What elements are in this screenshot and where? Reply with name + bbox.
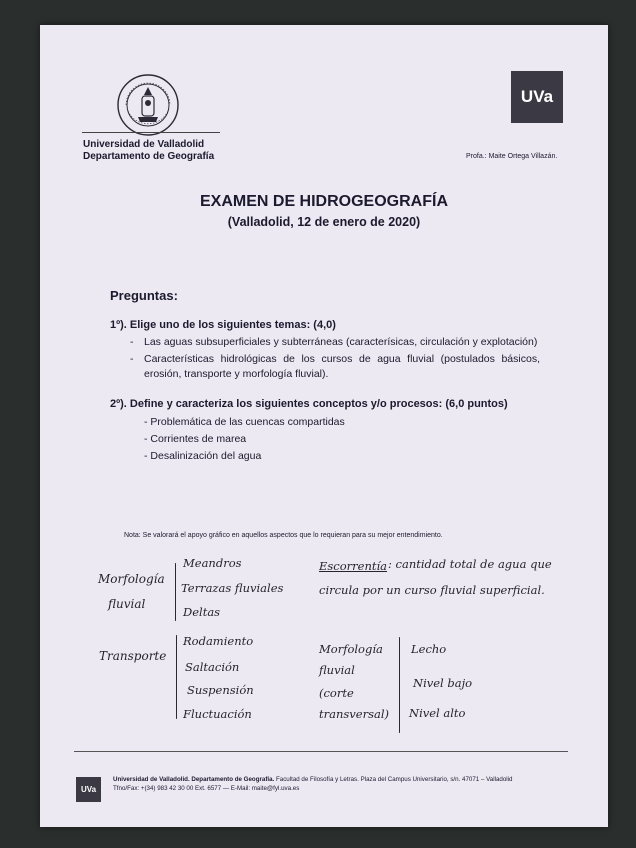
exam-title: EXAMEN DE HIDROGEOGRAFÍA [199, 193, 448, 210]
hw-brace [399, 637, 400, 733]
footer-address-rest: Facultad de Filosofía y Letras. Plaza del Campus Universitario, s/n. 47071 – Valladolid [274, 776, 513, 783]
question-1-option: - Características hidrológicas de los cursos de agua fluvial (postulados básicos, erosión, transporte y morfología fluvial). [130, 352, 540, 382]
hw-corte-item: Nivel alto [409, 706, 466, 720]
hw-brace [175, 563, 176, 621]
question-2-title: 2º). Define y caracteriza los siguientes conceptos y/o procesos: (6,0 puntos) [110, 398, 508, 410]
uva-logo: UVa [511, 71, 563, 123]
hw-morfologia-label: fluvial [108, 597, 146, 611]
hw-transporte-label: Transporte [99, 649, 167, 663]
footer-uva-logo: UVa [76, 777, 101, 802]
question-2-concept: - Corrientes de marea [144, 433, 247, 445]
department-name: Departamento de Geografía [83, 151, 215, 162]
question-1-options [130, 335, 540, 384]
footer-contact: Tfno/Fax: +(34) 983 42 30 00 Ext. 6577 — E-Mail: maite@fyl.uva.es [113, 785, 300, 792]
hw-morfologia-label: Morfología [98, 572, 165, 586]
questions-heading: Preguntas: [110, 288, 178, 303]
footer-address [113, 776, 513, 783]
hw-transporte-item: Suspensión [187, 683, 254, 697]
hw-morfologia-item: Terrazas fluviales [181, 581, 284, 595]
header-divider [82, 132, 220, 133]
hw-transporte-item: Rodamiento [183, 634, 254, 648]
university-name: Universidad de Valladolid [83, 139, 205, 150]
professor-name: Profa.: Maite Ortega Villazán. [466, 153, 558, 160]
hw-brace [176, 635, 177, 719]
hw-corte-item: Nivel bajo [413, 676, 473, 690]
hw-corte-label: transversal) [319, 707, 390, 721]
hw-transporte-item: Saltación [185, 660, 240, 674]
hw-transporte-item: Fluctuación [183, 707, 252, 721]
exam-paper [40, 25, 608, 827]
hw-corte-label: Morfología [319, 642, 383, 656]
university-seal-icon [116, 73, 180, 137]
question-1-option: - Las aguas subsuperficiales y subterráneas (caracterísicas, circulación y explotación) [130, 335, 540, 350]
exam-subtitle: (Valladolid, 12 de enero de 2020) [227, 215, 421, 229]
hw-morfologia-item: Meandros [183, 556, 242, 570]
hw-escorrentia-definition: : cantidad total de agua que [388, 557, 552, 571]
question-1-title: 1º). Elige uno de los siguientes temas: (4,0) [110, 319, 336, 331]
question-2-concepts [144, 414, 345, 465]
hw-corte-label: fluvial [319, 663, 355, 677]
hw-corte-label: (corte [319, 686, 354, 700]
hw-escorrentia-term: Escorrentía [319, 559, 388, 573]
hw-corte-item: Lecho [411, 642, 447, 656]
question-2-concept: - Problemática de las cuencas compartidas [144, 416, 345, 428]
question-2-concept: - Desalinización del agua [144, 450, 262, 462]
hw-morfologia-item: Deltas [183, 605, 221, 619]
footer-institution: Universidad de Valladolid. Departamento de Geografía. [113, 776, 275, 783]
hw-escorrentia-definition: circula por un curso fluvial superficial. [319, 583, 545, 597]
grading-note: Nota: Se valorará el apoyo gráfico en aquellos aspectos que lo requieran para su mejor entendimiento. [124, 532, 443, 539]
footer-divider [74, 751, 568, 752]
